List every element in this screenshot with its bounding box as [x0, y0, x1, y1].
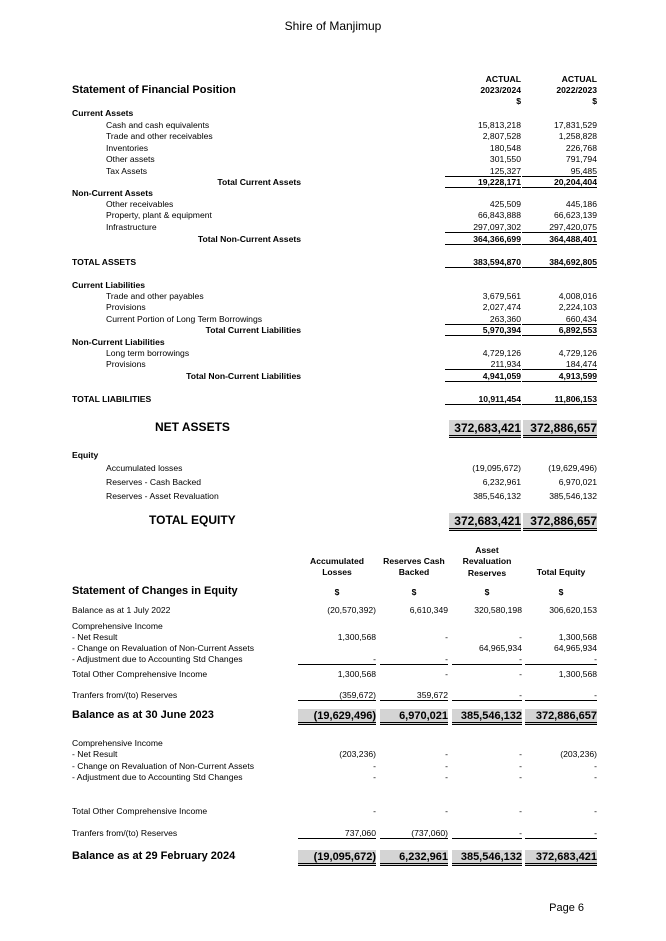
soce-row-label: - Change on Revaluation of Non-Current Assets — [72, 643, 254, 653]
item-label: Cash and cash equivalents — [106, 120, 210, 130]
soce-value-reserves-cash-backed: 6,610,349 — [409, 605, 448, 615]
item-value-prior: 1,258,828 — [558, 131, 597, 142]
soce-value-asset-revaluation-reserves: - — [519, 669, 522, 679]
soce-row-label: Tranfers from/(to) Reserves — [72, 690, 178, 700]
item-value-prior: 385,546,132 — [549, 491, 597, 501]
section-heading: Non-Current Liabilities — [72, 337, 165, 347]
soce-value-total-equity: 372,886,657 — [525, 709, 597, 725]
soce-value-total-equity: - — [594, 806, 597, 816]
soce-value-accumulated-losses: (19,095,672) — [298, 850, 376, 866]
grand-label: TOTAL LIABILITIES — [72, 394, 152, 404]
soce-title: Statement of Changes in Equity — [72, 585, 238, 597]
item-label: Inventories — [106, 142, 149, 153]
grand-value-current: 383,594,870 — [445, 257, 521, 268]
soce-value-reserves-cash-backed: - — [380, 654, 448, 665]
soce-col-header-asset-revaluation-reserves — [452, 545, 522, 579]
item-value-current: 66,843,888 — [477, 210, 521, 221]
soce-row-label: - Net Result — [72, 632, 118, 642]
soce-value-asset-revaluation-reserves: - — [519, 772, 522, 782]
item-label: Reserves - Asset Revaluation — [106, 491, 219, 501]
soce-value-asset-revaluation-reserves: - — [519, 632, 522, 642]
item-value-current: 385,546,132 — [473, 491, 521, 501]
total-equity-label: TOTAL EQUITY — [149, 513, 236, 527]
item-value-prior: 4,008,016 — [558, 291, 597, 301]
soce-row-label: Total Other Comprehensive Income — [72, 669, 208, 679]
item-value-current: 263,360 — [445, 314, 521, 325]
sofp-col-header-prior: ACTUAL 2022/2023 $ — [556, 74, 597, 106]
soce-value-reserves-cash-backed: (737,060) — [380, 828, 448, 839]
soce-value-reserves-cash-backed: - — [445, 772, 448, 782]
item-value-current: 6,232,961 — [482, 477, 521, 487]
soce-section-heading: Comprehensive Income — [72, 738, 163, 748]
soce-value-asset-revaluation-reserves: - — [519, 806, 522, 816]
grand-value-prior: 384,692,805 — [522, 257, 597, 268]
total-value-prior: 6,892,553 — [522, 325, 597, 336]
soce-row-label: Total Other Comprehensive Income — [72, 806, 208, 816]
total-label: Total Current Liabilities — [205, 325, 301, 335]
grand-value-prior: 11,806,153 — [522, 394, 597, 405]
soce-value-accumulated-losses: (19,629,496) — [298, 709, 376, 725]
soce-value-total-equity: - — [594, 772, 597, 782]
header-line: Reserves Cash — [383, 556, 445, 566]
item-label: Long term borrowings — [106, 348, 190, 358]
total-equity-value-current: 372,683,421 — [449, 513, 521, 531]
soce-value-total-equity: 64,965,934 — [553, 643, 597, 653]
item-value-prior: 2,224,103 — [558, 302, 597, 313]
soce-value-asset-revaluation-reserves: 320,580,198 — [474, 605, 522, 615]
soce-value-total-equity: 1,300,568 — [558, 669, 597, 679]
soce-value-asset-revaluation-reserves: - — [452, 828, 522, 839]
soce-value-total-equity: (203,236) — [560, 749, 597, 759]
item-value-current: 180,548 — [489, 142, 521, 153]
soce-value-asset-revaluation-reserves: 385,546,132 — [452, 709, 522, 725]
item-value-current: 2,807,528 — [482, 131, 521, 142]
section-heading: Current Liabilities — [72, 280, 146, 290]
soce-value-accumulated-losses: - — [373, 772, 376, 782]
item-label: Trade and other payables — [106, 291, 204, 301]
soce-value-total-equity: - — [525, 654, 597, 665]
soce-col-unit: $ — [558, 587, 564, 597]
item-value-prior: 226,768 — [565, 142, 597, 153]
header-line: Total Equity — [536, 567, 586, 577]
soce-value-asset-revaluation-reserves: - — [452, 690, 522, 701]
total-value-prior: 20,204,404 — [522, 177, 597, 188]
item-label: Accumulated losses — [106, 463, 183, 473]
total-value-current: 5,970,394 — [445, 325, 521, 336]
item-value-prior: 66,623,139 — [553, 210, 597, 221]
total-value-current: 4,941,059 — [445, 371, 521, 382]
soce-value-total-equity: - — [525, 690, 597, 701]
soce-row-label: - Adjustment due to Accounting Std Changes — [72, 654, 243, 664]
soce-row-label: Balance as at 29 February 2024 — [72, 850, 236, 862]
soce-col-header-reserves-cash-backed — [380, 556, 448, 579]
soce-value-reserves-cash-backed: - — [445, 749, 448, 759]
soce-value-asset-revaluation-reserves: - — [519, 761, 522, 771]
item-label: Infrastructure — [106, 221, 157, 232]
total-equity-value-prior: 372,886,657 — [523, 513, 597, 531]
soce-value-asset-revaluation-reserves: - — [519, 749, 522, 759]
soce-value-accumulated-losses: (359,672) — [298, 690, 376, 701]
header-line: Revaluation — [462, 556, 512, 567]
soce-value-total-equity: 372,683,421 — [525, 850, 597, 866]
item-value-current: 3,679,561 — [482, 291, 521, 301]
soce-value-total-equity: 1,300,568 — [558, 632, 597, 642]
soce-value-accumulated-losses: - — [373, 761, 376, 771]
soce-row-label: Balance as at 1 July 2022 — [72, 605, 171, 615]
header-line: Reserves — [467, 567, 507, 578]
item-value-current: 297,097,302 — [445, 222, 521, 233]
soce-value-total-equity: - — [525, 828, 597, 839]
item-value-current: 2,027,474 — [482, 302, 521, 313]
item-label: Other assets — [106, 154, 155, 165]
item-label: Provisions — [106, 359, 146, 370]
item-value-current: 15,813,218 — [477, 120, 521, 130]
organization-header: Shire of Manjimup — [284, 19, 382, 33]
total-value-current: 19,228,171 — [445, 177, 521, 188]
total-label: Total Non-Current Liabilities — [186, 371, 301, 381]
item-value-prior: 95,485 — [522, 166, 597, 177]
item-label: Current Portion of Long Term Borrowings — [106, 313, 263, 324]
item-value-current: 425,509 — [489, 199, 521, 209]
grand-label: TOTAL ASSETS — [72, 257, 137, 267]
soce-value-total-equity: 306,620,153 — [549, 605, 597, 615]
sofp-title: Statement of Financial Position — [72, 84, 236, 96]
section-heading: Current Assets — [72, 108, 134, 118]
item-label: Other receivables — [106, 199, 174, 209]
soce-value-total-equity: - — [594, 761, 597, 771]
soce-col-unit: $ — [484, 587, 490, 597]
grand-value-current: 10,911,454 — [445, 394, 521, 405]
item-value-prior: 445,186 — [565, 199, 597, 209]
header-line: Asset — [475, 545, 499, 555]
item-value-prior: 184,474 — [522, 359, 597, 370]
soce-value-accumulated-losses: (203,236) — [339, 749, 376, 759]
section-heading: Equity — [72, 450, 99, 460]
total-value-current: 364,366,699 — [445, 234, 521, 245]
header-line: Accumulated — [310, 556, 364, 566]
item-value-prior: 4,729,126 — [558, 348, 597, 358]
item-value-prior: (19,629,496) — [548, 463, 597, 473]
item-label: Tax Assets — [106, 165, 148, 176]
total-value-prior: 4,913,599 — [522, 371, 597, 382]
soce-col-unit: $ — [411, 587, 417, 597]
item-value-current: 301,550 — [489, 154, 521, 165]
total-value-prior: 364,488,401 — [522, 234, 597, 245]
item-value-prior: 17,831,529 — [553, 120, 597, 130]
soce-value-reserves-cash-backed: - — [445, 806, 448, 816]
soce-row-label: Balance as at 30 June 2023 — [72, 709, 214, 721]
soce-col-header-total-equity — [525, 567, 597, 578]
soce-value-accumulated-losses: - — [373, 806, 376, 816]
soce-value-accumulated-losses: 1,300,568 — [337, 632, 376, 642]
soce-value-accumulated-losses: 1,300,568 — [337, 669, 376, 679]
soce-col-header-accumulated-losses — [298, 556, 376, 579]
soce-value-reserves-cash-backed: - — [445, 669, 448, 679]
item-value-current: 211,934 — [445, 359, 521, 370]
page-number: Page 6 — [549, 902, 584, 914]
net-assets-value-current: 372,683,421 — [449, 420, 521, 438]
soce-value-reserves-cash-backed: - — [445, 632, 448, 642]
soce-value-asset-revaluation-reserves: 64,965,934 — [478, 643, 522, 653]
soce-value-accumulated-losses: (20,570,392) — [327, 605, 376, 615]
soce-section-heading: Comprehensive Income — [72, 621, 163, 631]
soce-value-reserves-cash-backed: 6,232,961 — [380, 850, 448, 866]
total-label: Total Current Assets — [217, 177, 301, 187]
soce-value-reserves-cash-backed: - — [445, 761, 448, 771]
item-value-prior: 660,434 — [522, 314, 597, 325]
item-value-prior: 297,420,075 — [522, 222, 597, 233]
item-value-prior: 791,794 — [565, 154, 597, 165]
item-label: Reserves - Cash Backed — [106, 477, 202, 487]
section-heading: Non-Current Assets — [72, 188, 153, 198]
soce-row-label: - Net Result — [72, 749, 118, 759]
item-value-prior: 6,970,021 — [558, 477, 597, 487]
item-value-current: (19,095,672) — [472, 463, 521, 473]
item-value-current: 125,327 — [445, 166, 521, 177]
soce-value-reserves-cash-backed: 6,970,021 — [380, 709, 448, 725]
header-line: Losses — [322, 567, 352, 578]
header-line: Backed — [398, 567, 430, 578]
item-label: Provisions — [106, 302, 146, 313]
soce-value-asset-revaluation-reserves: 385,546,132 — [452, 850, 522, 866]
soce-value-accumulated-losses: 737,060 — [298, 828, 376, 839]
soce-value-reserves-cash-backed: 359,672 — [380, 690, 448, 701]
net-assets-label: NET ASSETS — [155, 420, 230, 434]
total-label: Total Non-Current Assets — [197, 234, 301, 244]
sofp-col-header-current: ACTUAL 2023/2024 $ — [480, 74, 521, 106]
soce-value-accumulated-losses: - — [298, 654, 376, 665]
soce-row-label: - Change on Revaluation of Non-Current Assets — [72, 761, 254, 771]
soce-row-label: Tranfers from/(to) Reserves — [72, 828, 178, 838]
net-assets-value-prior: 372,886,657 — [523, 420, 597, 438]
soce-value-asset-revaluation-reserves: - — [452, 654, 522, 665]
soce-col-unit: $ — [334, 587, 340, 597]
item-value-current: 4,729,126 — [482, 348, 521, 358]
item-label: Trade and other receivables — [106, 131, 213, 142]
item-label: Property, plant & equipment — [106, 210, 212, 221]
soce-row-label: - Adjustment due to Accounting Std Changes — [72, 772, 243, 782]
